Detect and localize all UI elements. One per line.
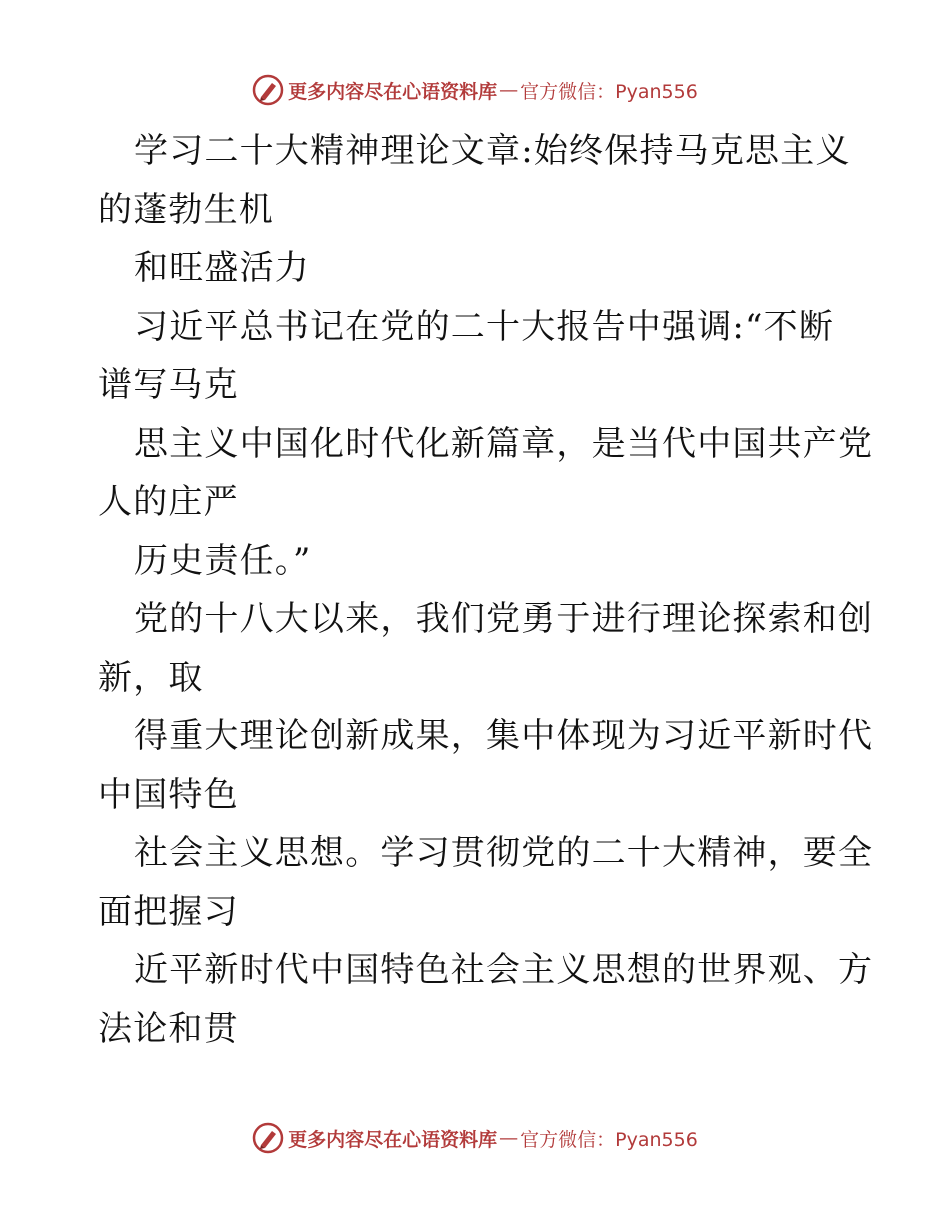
document-line: 党的十八大以来，我们党勇于进行理论探索和创 [134, 599, 874, 639]
pen-logo-icon [252, 1122, 284, 1154]
banner-text: 更多内容尽在心语资料库 [288, 80, 498, 103]
document-line: 历史责任。” [134, 540, 312, 581]
banner-separator: — [499, 1127, 519, 1149]
document-line: 和旺盛活力 [134, 248, 310, 288]
document-line: 人的庄严 [98, 482, 239, 522]
banner-text: 更多内容尽在心语资料库 [288, 1128, 498, 1151]
document-body [98, 122, 874, 1058]
document-title-line-2: 的蓬勃生机 [98, 189, 274, 230]
pen-logo-icon [252, 74, 284, 106]
document-line: 习近平总书记在党的二十大报告中强调:“不断 [134, 306, 835, 347]
document-line: 中国特色 [98, 774, 239, 815]
document-title-line-1: 学习二十大精神理论文章:始终保持马克思主义 [134, 131, 851, 171]
document-line: 得重大理论创新成果，集中体现为习近平新时代 [134, 716, 874, 756]
document-line: 法论和贯 [98, 1008, 239, 1049]
banner-handle: 官方微信：Pyan556 [520, 1128, 698, 1151]
document-line: 社会主义思想。学习贯彻党的二十大精神，要全 [134, 833, 874, 873]
document-line: 新，取 [98, 657, 204, 698]
footer-banner [0, 1118, 950, 1158]
banner-handle: 官方微信：Pyan556 [520, 80, 698, 103]
document-line: 近平新时代中国特色社会主义思想的世界观、方 [134, 950, 874, 990]
header-banner [0, 70, 950, 110]
document-line: 面把握习 [98, 891, 239, 932]
banner-separator: — [499, 79, 519, 101]
document-line: 思主义中国化时代化新篇章，是当代中国共产党 [134, 423, 874, 464]
document-line: 谱写马克 [98, 365, 239, 405]
